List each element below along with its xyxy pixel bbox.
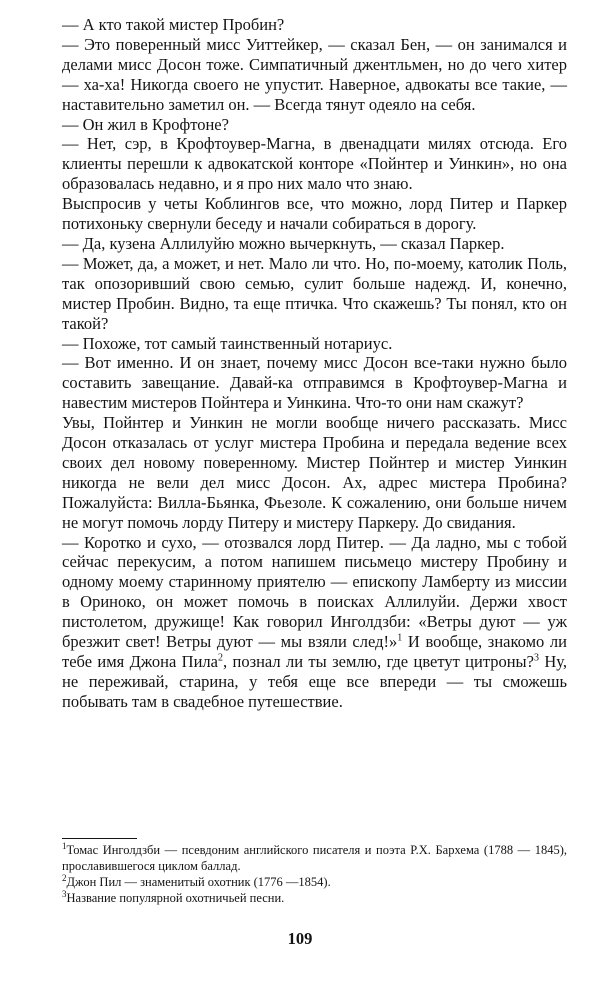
paragraph-3: — Он жил в Крофтоне? — [62, 114, 229, 134]
footnote-1 — [62, 842, 567, 874]
footnote-ref-1: 1 — [397, 632, 403, 644]
paragraph-7: — Может, да, а может, и нет. Мало ли что. Но, по-моему, католик Поль, так опозоривший свою семью, сулит больше надежд. И, конечно, мистер Пробин. Видно, та еще птичка. Что скажешь? Ты понял, кто он такой? — [62, 253, 567, 333]
footnote-mark-2: 2 — [62, 872, 67, 883]
paragraph-11 — [62, 533, 567, 712]
footnote-separator — [62, 838, 137, 839]
paragraph-11-part-3: , познал ли ты землю, где цветут цитроны? — [222, 652, 534, 671]
footnote-ref-3: 3 — [533, 652, 539, 664]
footnote-text-1: Томас Инголдзби — псевдоним английского писателя и поэта Р.Х. Бархема (1788 — 1845), прославившегося циклом баллад. — [62, 843, 567, 873]
footnote-2 — [62, 874, 567, 890]
footnote-text-3: Название популярной охотничьей песни. — [66, 891, 285, 905]
paragraph-11-part-1: — Коротко и сухо, — отозвался лорд Питер. — Да ладно, мы с тобой сейчас перекусим, а потом напишем письмецо мистеру Пробину и одному моему старинному приятелю — епископу Ламберту из миссии в Ориноко, он может помочь в поисках Аллилуйи. Держи хвост пистолетом, дружище! Как говорил Инголдзби: «Ветры дуют — уж брезжит свет! Ветры дуют — мы взяли след!» — [62, 532, 567, 652]
paragraph-6: — Да, кузена Аллилуйю можно вычеркнуть, — сказал Паркер. — [62, 233, 505, 253]
main-text — [62, 15, 567, 712]
footnotes — [62, 842, 567, 906]
paragraph-10: Увы, Пойнтер и Уинкин не могли вообще ничего рассказать. Мисс Досон отказалась от услуг мистера Пробина и передала ведение всех своих дел новому поверенному. Мистер Пойнтер и мистер Уинкин никогда не вели дел мисс Досон. Ах, адрес мистера Пробина? Пожалуйста: Вилла-Бьянка, Фьезоле. К сожалению, они больше ничем не могут помочь лорду Питеру и мистеру Паркеру. До свидания. — [62, 413, 567, 532]
footnote-3 — [62, 890, 567, 906]
paragraph-2: — Это поверенный мисс Уиттейкер, — сказал Бен, — он занимался и делами мисс Досон тоже. Симпатичный джентльмен, но до чего хитер — ха-ха! Никогда своего не упустит. Наверное, адвокаты все такие, — наставительно заметил он. — Всегда тянут одеяло на себя. — [62, 34, 567, 114]
paragraph-11-part-4: Ну, не переживай, старина, у тебя еще все впереди — ты сможешь побывать там в свадебное путешествие. — [62, 652, 567, 711]
paragraph-5: Выспросив у четы Коблингов все, что можно, лорд Питер и Паркер потихоньку свернули беседу и начали собираться в дорогу. — [62, 194, 567, 234]
paragraph-1: — А кто такой мистер Пробин? — [62, 15, 285, 34]
page-number: 109 — [287, 929, 313, 948]
footnote-text-2: Джон Пил — знаменитый охотник (1776 —1854). — [66, 875, 331, 889]
paragraph-9: — Вот именно. И он знает, почему мисс Досон все-таки нужно было составить завещание. Давай-ка отправимся в Крофтоувер-Магна и навестим мистеров Пойнтера и Уинкина. Что-то они нам скажут? — [62, 353, 567, 413]
paragraph-4: — Нет, сэр, в Крофтоувер-Магна, в двенадцати милях отсюда. Его клиенты перешли к адвокатской конторе «Пойнтер и Уинкин», но она образовалась недавно, и я про них мало что знаю. — [62, 134, 567, 194]
footnote-mark-1: 1 — [62, 840, 67, 851]
footnote-ref-2: 2 — [217, 652, 223, 664]
paragraph-8: — Похоже, тот самый таинственный нотариус. — [62, 333, 393, 353]
footnote-mark-3: 3 — [62, 888, 67, 899]
paragraph-11-part-2: И вообще, знакомо ли тебе имя Джона Пила — [62, 632, 567, 671]
